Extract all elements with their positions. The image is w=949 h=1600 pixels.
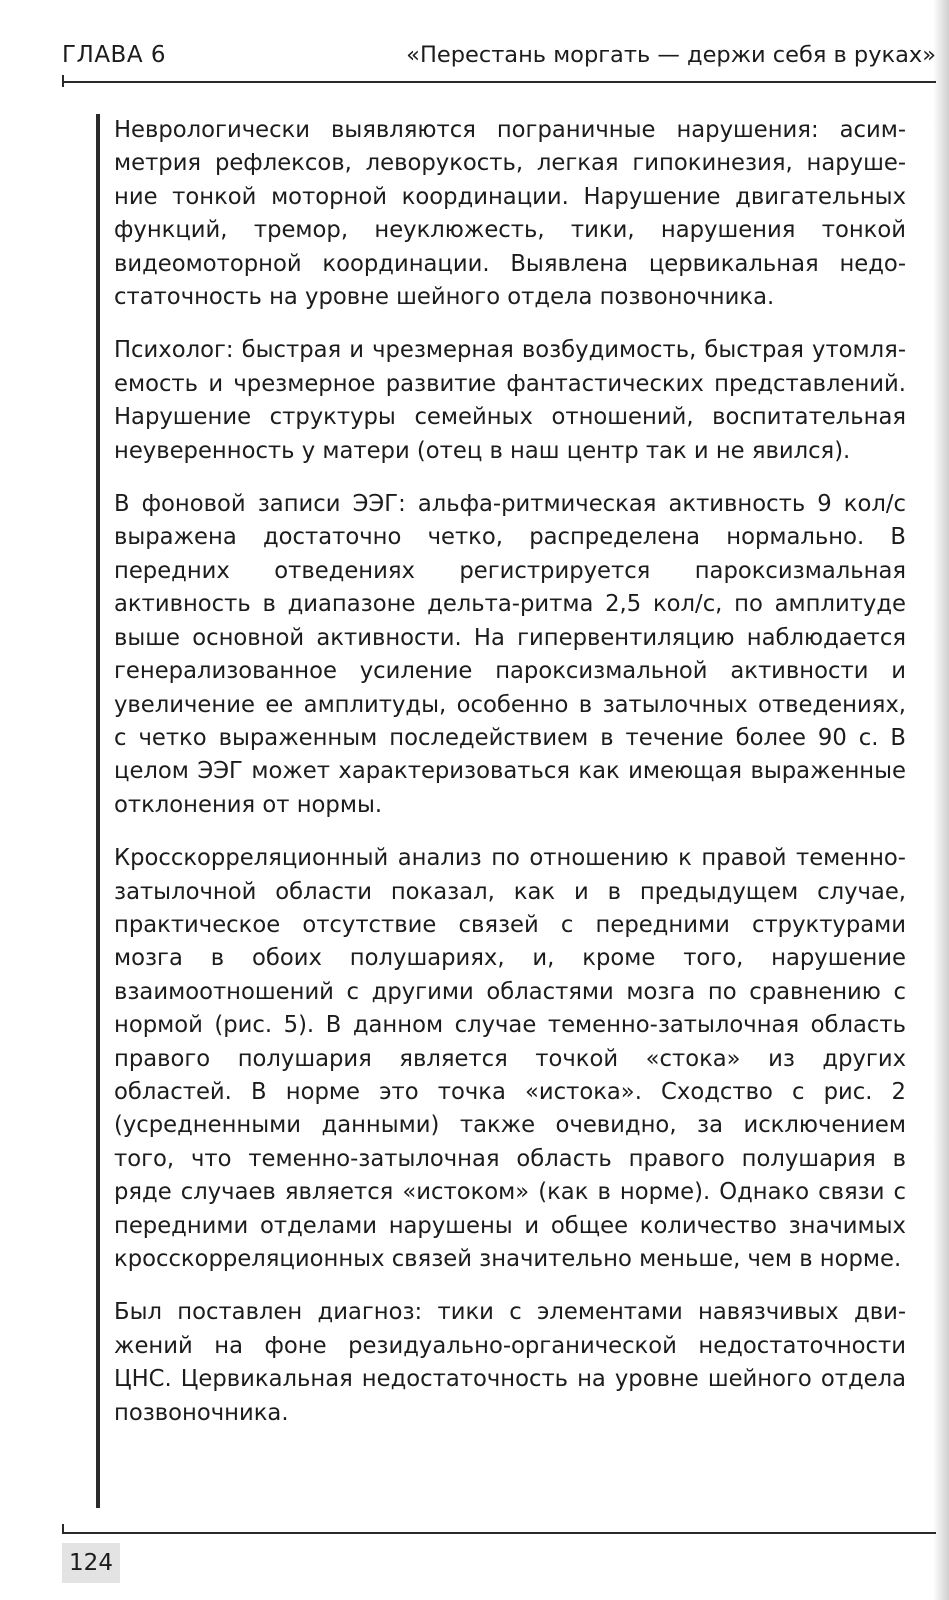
paragraph-diagnosis: Был поставлен диагноз: тики с элементами навязчивых движений на фоне резидуально-органической недостаточности ЦНС. Цервикальная недостаточность на уровне шейного отдела позвоночника. bbox=[114, 1299, 906, 1426]
page-number: 124 bbox=[62, 1543, 120, 1583]
paragraph-psychologist: Психолог: быстрая и чрезмерная возбудимость, быстрая утомляемость и чрезмерное развитие фантастических представлений. Нарушение структуры семейных отношений, воспитательная неуверенность у матери (отец в наш центр так и не явился). bbox=[114, 337, 906, 464]
text-block bbox=[96, 114, 906, 1508]
paragraph-eeg: В фоновой записи ЭЭГ: альфа-ритмическая активность 9 кол/с выражена достаточно четко, распределена нормально. В передних отведениях регистрируется пароксизмальная активность в диапазоне дельта-ритма 2,5 кол/с, по амплитуде выше основной активности. На гипервентиляцию наблюдается генерализованное усиление пароксизмальной активности и увеличение ее амплитуды, особенно в затылочных отведениях, с четко выраженным последействием в течение более 90 с. В целом ЭЭГ может характеризоваться как имеющая выраженные отклонения от нормы. bbox=[114, 491, 906, 818]
chapter-label: ГЛАВА 6 bbox=[62, 42, 167, 68]
running-header bbox=[62, 42, 936, 76]
header-rule-tick bbox=[62, 75, 64, 87]
page-edge-shadow bbox=[933, 0, 949, 1600]
running-title: «Перестань моргать — держи себя в руках» bbox=[406, 42, 936, 68]
paragraph-neurology: Неврологически выявляются пограничные нарушения: асимметрия рефлексов, леворукость, легкая гипокинезия, нарушение тонкой моторной координации. Нарушение двигательных функций, тремор, неуклюжесть, тики, нарушения тонкой видеомоторной координации. Выявлена цервикальная недостаточность на уровне шейного отдела позвоночника. bbox=[114, 117, 906, 311]
paragraph-crosscorrelation: Кросскорреляционный анализ по отношению к правой теменно-затылочной области показал, как и в предыдущем случае, практическое отсутствие связей с передними структурами мозга в обоих полушариях, и, кроме того, нарушение взаимоотношений с другими областями мозга по сравнению с нормой (рис. 5). В данном случае теменно-затылочная область правого полушария является точкой «стока» из других областей. В норме это точка «истока». Сходство с рис. 2 (усредненными данными) также очевидно, за исключением того, что теменно-затылочная область правого полушария в ряде случаев является «истоком» (как в норме). Однако связи с передними отделами нарушены и общее количество значимых кросскорреляционных связей значительно меньше, чем в норме. bbox=[114, 845, 906, 1272]
header-rule bbox=[62, 81, 936, 83]
footer-rule bbox=[62, 1532, 936, 1534]
